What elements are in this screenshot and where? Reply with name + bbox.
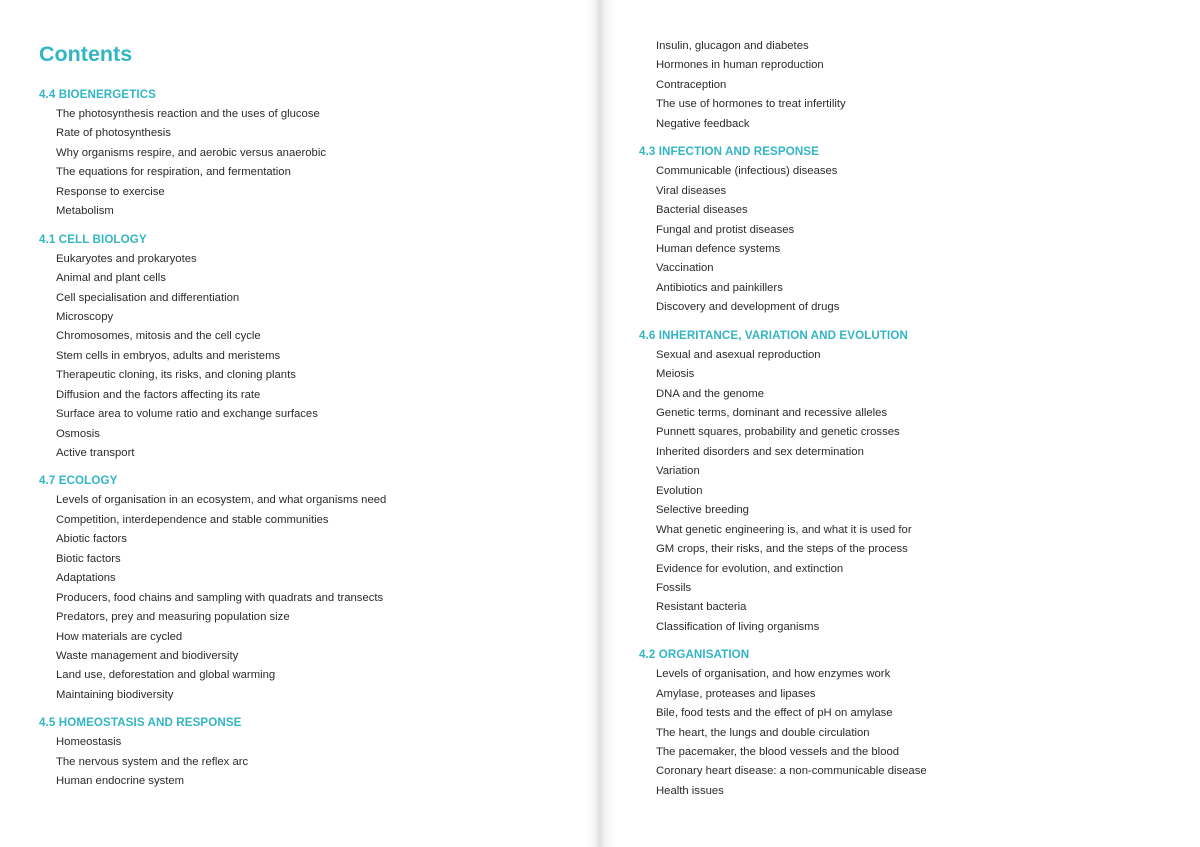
toc-entry: Diffusion and the factors affecting its rate <box>56 388 261 401</box>
toc-entry: Surface area to volume ratio and exchange surfaces <box>56 408 318 421</box>
toc-entry: Adaptations <box>56 572 116 585</box>
toc-entry: Health issues <box>656 784 724 797</box>
toc-entry: Active transport <box>56 447 135 459</box>
toc-entry: Homeostasis <box>56 736 122 749</box>
toc-entry: What genetic engineering is, and what it is used for <box>656 523 912 536</box>
toc-entry: Response to exercise <box>56 185 165 198</box>
toc-entry: The equations for respiration, and fermentation <box>56 166 291 179</box>
toc-entry: Resistant bacteria <box>656 601 747 614</box>
toc-entry: The photosynthesis reaction and the uses of glucose <box>56 108 320 120</box>
toc-section <box>639 327 927 638</box>
section-item-list <box>39 250 386 464</box>
section-heading: 4.2 ORGANISATION <box>639 648 750 662</box>
section-item-list <box>39 105 386 222</box>
toc-entry: Human defence systems <box>656 242 781 255</box>
toc-entry: Vaccination <box>656 262 714 275</box>
toc-entry: Evidence for evolution, and extinction <box>656 562 844 575</box>
toc-entry: Amylase, proteases and lipases <box>656 687 816 700</box>
toc-entry: Hormones in human reproduction <box>656 59 824 72</box>
toc-entry: Microscopy <box>56 310 114 323</box>
toc-entry: Why organisms respire, and aerobic versus anaerobic <box>56 146 326 159</box>
toc-section <box>639 143 927 318</box>
toc-entry: Eukaryotes and prokaryotes <box>56 252 197 265</box>
toc-entry: Maintaining biodiversity <box>56 688 174 701</box>
toc-entry: The use of hormones to treat infertility <box>656 98 846 111</box>
toc-entry: Bacterial diseases <box>656 204 748 217</box>
page-title: Contents <box>39 42 133 66</box>
toc-entry: Fungal and protist diseases <box>656 223 795 236</box>
toc-section <box>39 231 386 464</box>
toc-section <box>639 646 927 801</box>
section-item-list <box>639 346 927 638</box>
toc-entry: Evolution <box>656 484 703 497</box>
toc-entry: Insulin, glucagon and diabetes <box>656 40 809 52</box>
section-item-list <box>39 733 386 791</box>
toc-entry: The nervous system and the reflex arc <box>56 755 249 768</box>
section-heading: 4.1 CELL BIOLOGY <box>39 232 147 246</box>
toc-entry: Meiosis <box>656 368 695 381</box>
toc-entry: Selective breeding <box>656 504 749 517</box>
toc-entry: Animal and plant cells <box>56 272 166 285</box>
toc-entry: Bile, food tests and the effect of pH on amylase <box>656 707 893 720</box>
toc-entry: Cell specialisation and differentiation <box>56 291 240 304</box>
right-page <box>604 0 1200 847</box>
toc-entry: Sexual and asexual reproduction <box>656 348 821 361</box>
toc-entry: Producers, food chains and sampling with quadrats and transects <box>56 591 384 604</box>
toc-entry: Chromosomes, mitosis and the cell cycle <box>56 330 261 343</box>
right-contents-column <box>639 37 927 810</box>
section-heading: 4.6 INHERITANCE, VARIATION AND EVOLUTION <box>639 328 908 342</box>
toc-entry: Metabolism <box>56 205 114 218</box>
toc-entry: Rate of photosynthesis <box>56 127 171 140</box>
toc-entry: Competition, interdependence and stable communities <box>56 513 329 526</box>
toc-entry: Classification of living organisms <box>656 620 820 633</box>
toc-entry: Levels of organisation, and how enzymes work <box>656 668 891 681</box>
toc-entry: Antibiotics and painkillers <box>656 281 783 294</box>
toc-section <box>39 714 386 791</box>
toc-entry: Genetic terms, dominant and recessive alleles <box>656 407 888 419</box>
toc-entry: Punnett squares, probability and genetic crosses <box>656 426 900 439</box>
section-item-list <box>639 665 927 801</box>
toc-entry: Coronary heart disease: a non-communicable disease <box>656 765 927 778</box>
toc-entry: Inherited disorders and sex determination <box>656 445 864 458</box>
toc-entry: GM crops, their risks, and the steps of the process <box>656 543 908 556</box>
toc-entry: How materials are cycled <box>56 630 183 643</box>
toc-entry: The heart, the lungs and double circulation <box>656 726 870 739</box>
toc-entry: Stem cells in embryos, adults and meristems <box>56 349 281 362</box>
toc-entry: Discovery and development of drugs <box>656 301 840 314</box>
section-heading: 4.7 ECOLOGY <box>39 474 118 488</box>
section-item-list <box>639 37 927 134</box>
toc-entry: Therapeutic cloning, its risks, and cloning plants <box>56 369 296 382</box>
toc-entry: The pacemaker, the blood vessels and the blood <box>656 746 900 758</box>
toc-entry: Human endocrine system <box>56 775 185 788</box>
toc-entry: Viral diseases <box>656 184 727 197</box>
left-contents-column <box>39 86 386 801</box>
toc-entry: DNA and the genome <box>656 387 765 400</box>
toc-entry: Communicable (infectious) diseases <box>656 165 838 178</box>
section-heading: 4.3 INFECTION AND RESPONSE <box>639 145 819 159</box>
toc-section <box>39 86 386 222</box>
toc-entry: Abiotic factors <box>56 533 127 546</box>
toc-entry: Predators, prey and measuring population size <box>56 611 290 624</box>
toc-entry: Land use, deforestation and global warming <box>56 669 276 682</box>
toc-entry: Osmosis <box>56 427 100 440</box>
toc-entry: Contraception <box>656 78 727 91</box>
toc-section <box>639 37 927 134</box>
section-heading: 4.5 HOMEOSTASIS AND RESPONSE <box>39 716 242 730</box>
left-page <box>0 0 596 847</box>
toc-entry: Levels of organisation in an ecosystem, and what organisms need <box>56 494 387 507</box>
section-heading: 4.4 BIOENERGETICS <box>39 88 157 101</box>
toc-entry: Fossils <box>656 581 692 594</box>
toc-entry: Biotic factors <box>56 552 121 565</box>
section-item-list <box>639 162 927 318</box>
toc-entry: Waste management and biodiversity <box>56 649 239 662</box>
toc-entry: Negative feedback <box>656 117 750 130</box>
toc-entry: Variation <box>656 465 700 478</box>
section-item-list <box>39 491 386 705</box>
toc-section <box>39 472 386 705</box>
